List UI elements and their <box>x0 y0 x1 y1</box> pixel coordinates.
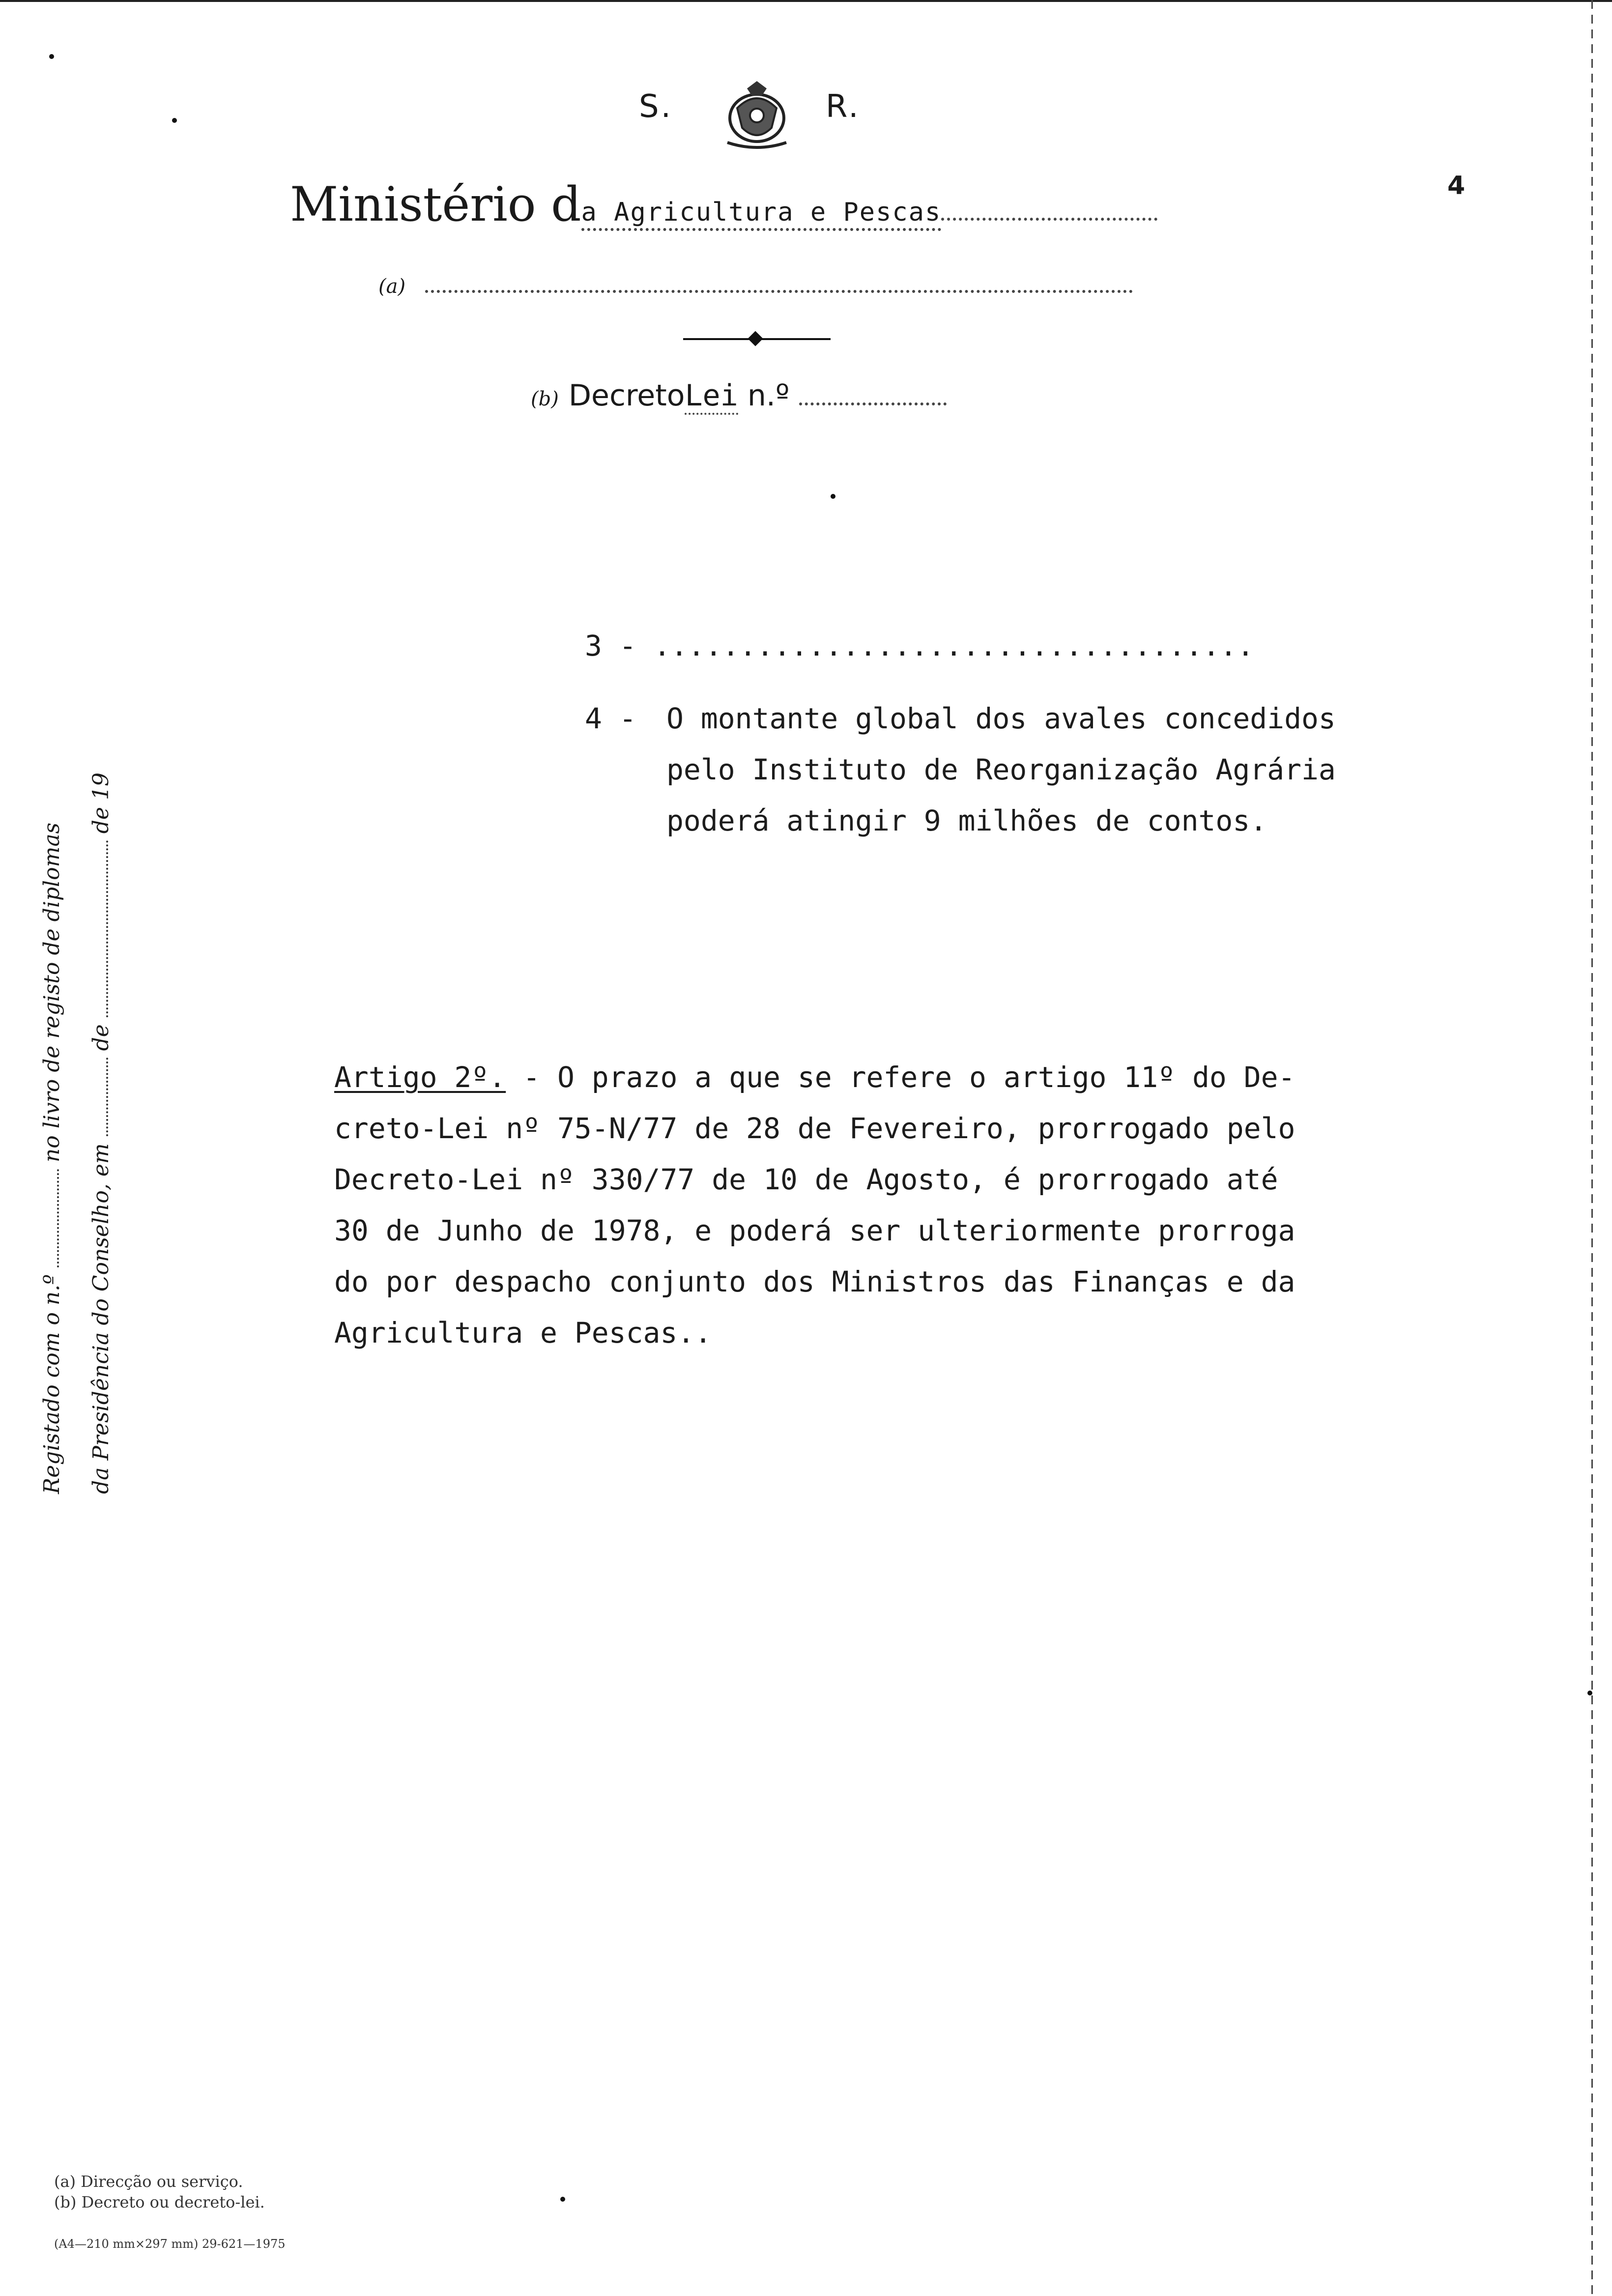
scan-speck <box>1587 1691 1592 1695</box>
item-4-text <box>666 693 1336 846</box>
registration-row-1 <box>39 823 64 1494</box>
decreto-dotted-line <box>799 402 947 405</box>
page-number: 4 <box>1447 171 1466 201</box>
item-3-number: 3 - <box>585 629 636 662</box>
decreto-number-label: n.º <box>738 378 790 413</box>
item-4-number: 4 - <box>585 702 636 735</box>
artigo-heading: Artigo 2º. <box>334 1061 506 1094</box>
artigo-line: Agricultura e Pescas.. <box>334 1316 712 1349</box>
registado-label: Registado com o n.º <box>39 1274 64 1494</box>
artigo-line: creto-Lei nº 75-N/77 de 28 de Fevereiro, prorrogado pelo <box>334 1112 1295 1145</box>
item-4-line: poderá atingir 9 milhões de contos. <box>666 804 1267 837</box>
artigo-line: Decreto-Lei nº 330/77 de 10 de Agosto, é prorrogado até <box>334 1163 1278 1196</box>
divider-diamond-icon <box>748 331 763 346</box>
footnote-b: (b) Decreto ou decreto-lei. <box>54 2193 265 2211</box>
month-blank <box>91 840 108 1017</box>
field-a-dotted-line <box>425 290 1133 293</box>
print-info: (A4—210 mm×297 mm) 29-621—1975 <box>54 2237 286 2251</box>
scan-speck <box>49 54 54 59</box>
coat-of-arms-icon <box>708 79 806 152</box>
item-4-line: O montante global dos avales concedidos <box>666 702 1336 735</box>
registration-row-2 <box>88 773 114 1494</box>
registration-margin <box>29 600 128 1514</box>
field-a-label: (a) <box>378 275 406 298</box>
decreto-lei: Lei <box>685 378 738 415</box>
registration-margin-text <box>29 600 128 1514</box>
registado-blank <box>42 1169 59 1267</box>
decreto-line <box>531 378 947 413</box>
page-top-border <box>0 0 1612 2</box>
presidencia-label: da Presidência do Conselho, em <box>88 1143 114 1494</box>
field-a-line <box>378 275 1133 298</box>
ministry-label: Ministério d <box>290 177 581 232</box>
decreto-word: Decreto <box>568 378 685 413</box>
scan-speck <box>560 2197 565 2202</box>
item-3-dots: ................................... <box>653 629 1254 662</box>
de-label-1: de <box>88 1024 114 1051</box>
scan-speck <box>172 118 177 123</box>
decreto-label-b: (b) <box>531 388 559 410</box>
ministry-dotted-line <box>941 218 1157 221</box>
de-label-2: de 19 <box>88 773 114 834</box>
scan-speck <box>831 494 835 499</box>
ministry-line <box>290 177 1157 232</box>
day-blank <box>91 1058 108 1136</box>
artigo-line <box>334 1052 1295 1103</box>
artigo-line: 30 de Junho de 1978, e poderá ser ulteriormente prorroga <box>334 1214 1295 1247</box>
ministry-name: a Agricultura e Pescas <box>581 198 942 231</box>
artigo-line-text: - O prazo a que se refere o artigo 11º do De- <box>506 1061 1295 1094</box>
letterhead-initials <box>639 79 894 152</box>
initial-r: R. <box>826 88 861 125</box>
artigo-2 <box>334 1052 1295 1358</box>
item-3 <box>585 629 1254 662</box>
page-right-border <box>1591 0 1593 2296</box>
livro-label: no livro de registo de diplomas <box>39 822 64 1163</box>
footnote-a: (a) Direcção ou serviço. <box>54 2172 243 2191</box>
artigo-line: do por despacho conjunto dos Ministros das Finanças e da <box>334 1265 1295 1298</box>
initial-s: S. <box>639 88 673 125</box>
item-4-line: pelo Instituto de Reorganização Agrária <box>666 753 1336 786</box>
